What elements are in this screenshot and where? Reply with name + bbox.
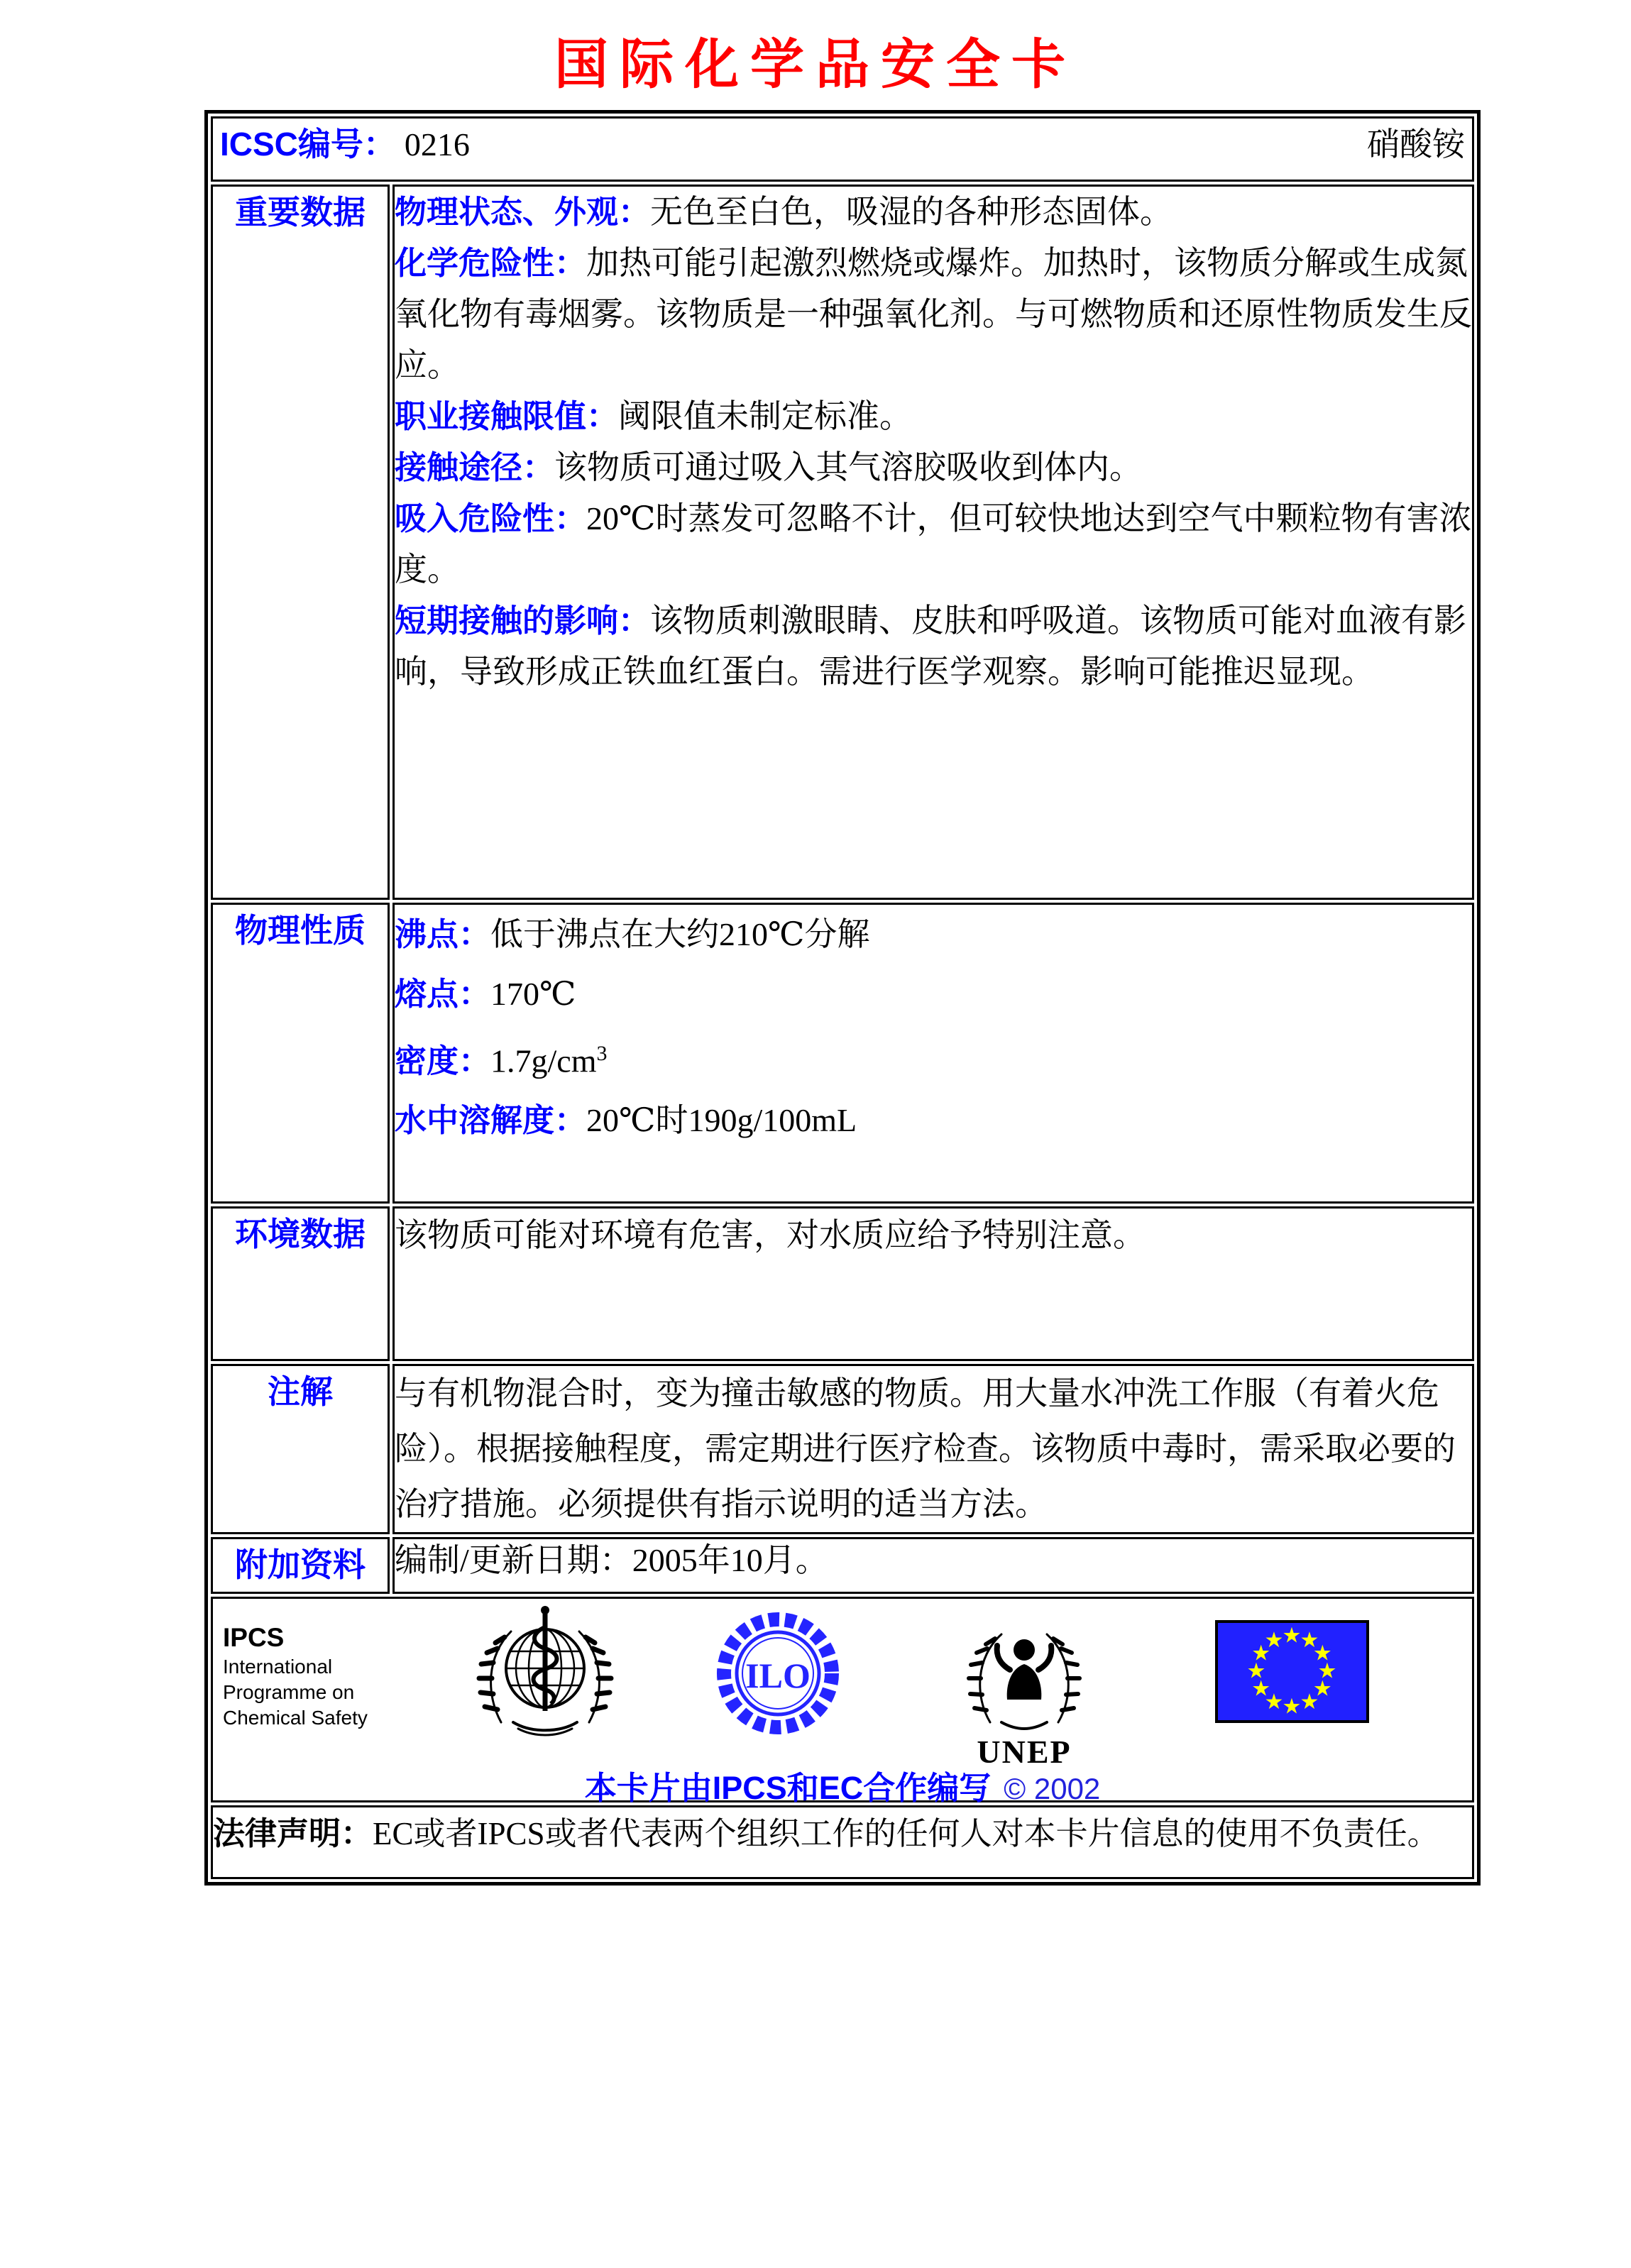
section-content-environmental-data [392, 1206, 1474, 1361]
ipcs-title: IPCS [223, 1623, 285, 1652]
item-chemical-danger: 化学危险性：加热可能引起激烈燃烧或爆炸。加热时，该物质分解或生成氮氧化物有毒烟雾。该物质是一种强氧化剂。与可燃物质和还原性物质发生反应。 [395, 245, 1472, 383]
icsc-number [220, 119, 470, 165]
item-notes-text: 与有机物混合时，变为撞击敏感的物质。用大量水冲洗工作服（有着火危险）。根据接触程度，需定期进行医疗检查。该物质中毒时，需采取必要的治疗措施。必须提供有指示说明的适当方法。 [395, 1375, 1456, 1522]
section-label-important-data: 重要数据 [211, 185, 390, 900]
page-title: 国际化学品安全卡 [554, 35, 1077, 95]
legal-cell [211, 1805, 1474, 1879]
section-content-notes [392, 1364, 1474, 1534]
unep-logo [957, 1600, 1092, 1768]
ipcs-logo-text: IPCS International Programme on Chemical Safety [223, 1623, 368, 1729]
caption-text: 本卡片由IPCS和EC合作编写 [584, 1770, 992, 1806]
item-density: 密度：$1.7g/cm^3$ [395, 1042, 608, 1079]
item-inhalation-risk: 吸入危险性：20℃时蒸发可忽略不计，但可较快地达到空气中颗粒物有害浓度。 [395, 500, 1472, 588]
item-physical-state: 物理状态、外观：无色至白色，吸湿的各种形态固体。 [395, 194, 1173, 230]
unep-logo-icon [960, 1600, 1088, 1735]
svg-text:★: ★ [1317, 1658, 1337, 1684]
item-water-solubility: 水中溶解度：20℃时190g/100mL [395, 1102, 857, 1139]
section-content-important-data [392, 185, 1474, 900]
item-environment-text: 该物质可能对环境有危害，对水质应给予特别注意。 [395, 1217, 1146, 1253]
icsc-number-label: ICSC编号： [220, 126, 396, 163]
section-content-additional-info [392, 1537, 1474, 1594]
chemical-name: 硝酸铵 [1367, 126, 1465, 163]
legal-label: 法律声明： [213, 1815, 373, 1851]
icsc-card-table [204, 110, 1481, 1886]
svg-text:★: ★ [1251, 1676, 1271, 1702]
header-row [211, 116, 1474, 182]
svg-text:★: ★ [1246, 1658, 1266, 1684]
item-update-date: 编制/更新日期：2005年10月。 [395, 1542, 828, 1578]
logos-cell [211, 1597, 1474, 1806]
section-content-physical-properties [392, 903, 1474, 1204]
item-exposure-route: 接触途径：该物质可通过吸入其气溶胶吸收到体内。 [395, 449, 1143, 485]
header-cell [211, 116, 1474, 182]
item-occupational-limit: 职业接触限值：阈限值未制定标准。 [395, 398, 913, 434]
section-row-additional-info [211, 1537, 1474, 1594]
section-label-environmental-data: 环境数据 [211, 1206, 390, 1361]
section-row-environmental-data [211, 1206, 1474, 1361]
svg-text:★: ★ [1282, 1623, 1302, 1648]
svg-text:★: ★ [1251, 1641, 1271, 1666]
svg-text:★: ★ [1282, 1694, 1302, 1719]
legal-row [211, 1805, 1474, 1879]
item-boiling-point: 沸点：低于沸点在大约210℃分解 [395, 916, 870, 952]
svg-text:★: ★ [1300, 1628, 1319, 1653]
legal-text: EC或者IPCS或者代表两个组织工作的任何人对本卡片信息的使用不负责任。 [373, 1816, 1439, 1851]
svg-text:★: ★ [1264, 1628, 1284, 1653]
section-row-important-data [211, 185, 1474, 900]
icsc-number-value: 0216 [404, 126, 470, 163]
eu-flag-icon [1215, 1620, 1369, 1723]
section-row-physical-properties [211, 903, 1474, 1204]
ilo-letters: ILO [745, 1656, 811, 1695]
ilo-logo-icon [714, 1604, 842, 1743]
section-label-notes: 注解 [211, 1364, 390, 1534]
cooperation-caption [213, 1762, 1472, 1808]
section-row-notes [211, 1364, 1474, 1534]
logos-row [211, 1597, 1474, 1802]
who-logo-icon [474, 1603, 616, 1752]
svg-text:★: ★ [1312, 1676, 1332, 1702]
svg-text:★: ★ [1312, 1641, 1332, 1666]
item-short-term-effects: 短期接触的影响：该物质刺激眼睛、皮肤和呼吸道。该物质可能对血液有影响，导致形成正铁血红蛋白。需进行医学观察。影响可能推迟显现。 [395, 602, 1467, 690]
svg-text:★: ★ [1300, 1689, 1319, 1714]
svg-text:★: ★ [1264, 1689, 1284, 1714]
section-label-additional-info: 附加资料 [211, 1537, 390, 1594]
section-label-physical-properties: 物理性质 [211, 903, 390, 1204]
density-superscript: 3 [596, 1042, 608, 1065]
copyright-text: © 2002 [1004, 1772, 1101, 1805]
unep-label: UNEP [977, 1734, 1072, 1770]
item-melting-point: 熔点：170℃ [395, 976, 576, 1012]
